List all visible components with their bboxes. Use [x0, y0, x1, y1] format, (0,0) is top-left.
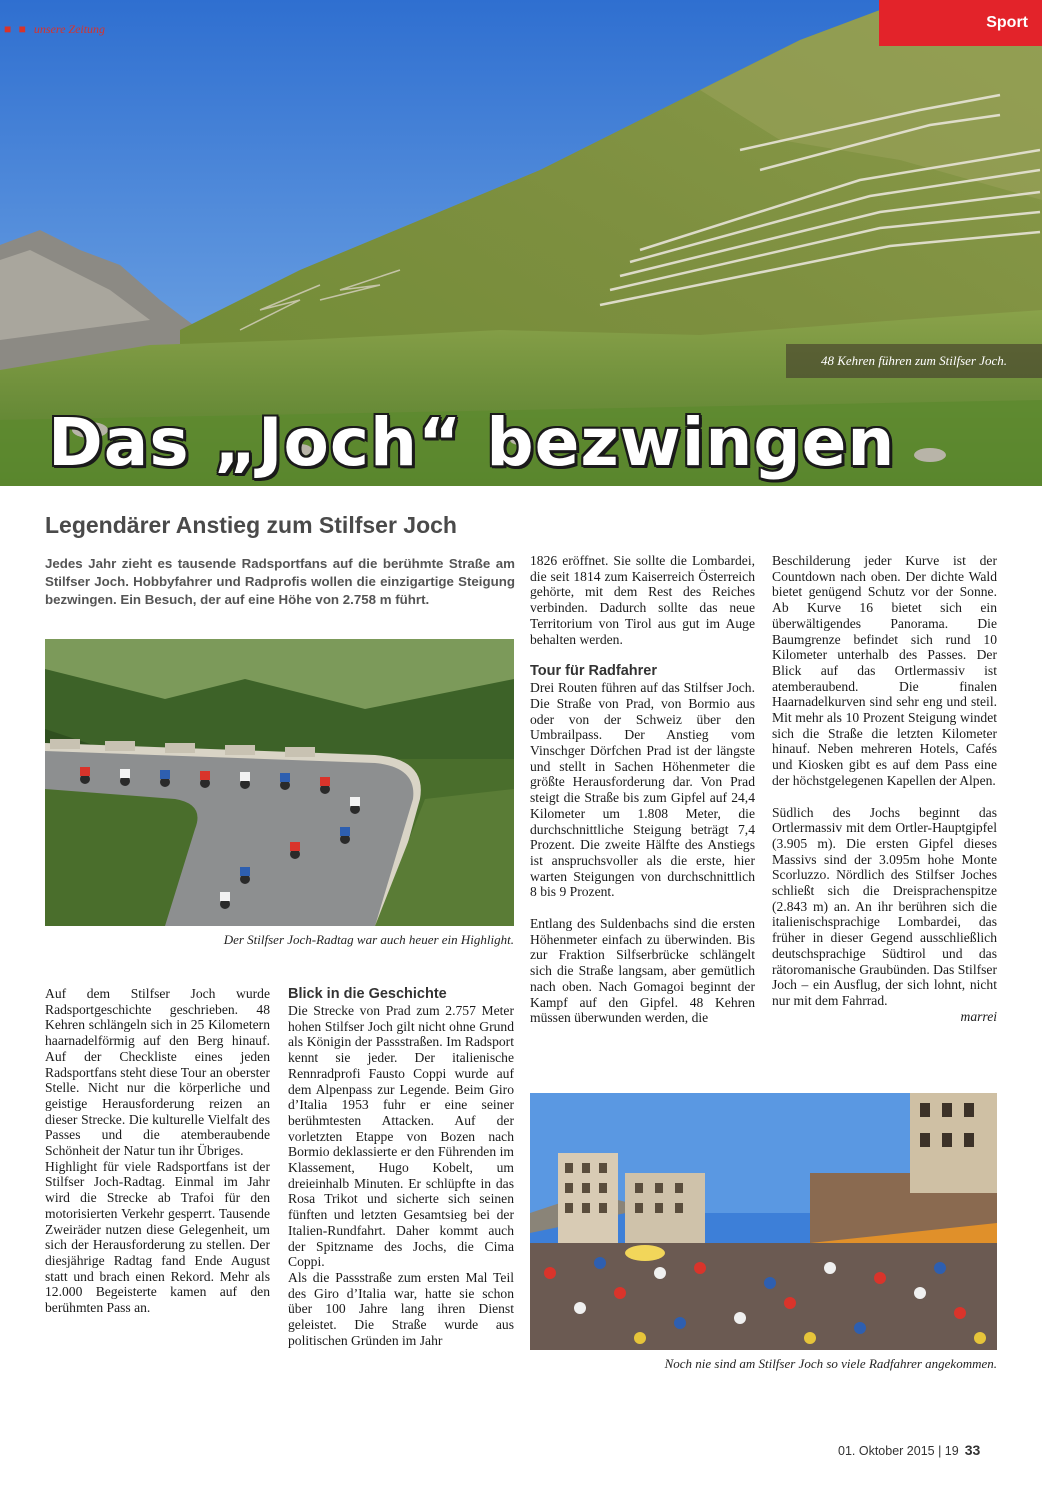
page-number: 33: [964, 1442, 981, 1458]
author-signature: marrei: [960, 1008, 997, 1024]
cyclists-photo: [45, 639, 514, 926]
issue-date: 01. Oktober 2015 | 19: [838, 1444, 959, 1458]
brand-name: unsere Zeitung: [33, 22, 106, 36]
col3-paragraph-2: Drei Routen führen auf das Stilfser Joch. Die Straße von Prad, von Bormio aus oder von der Schweiz über den Umbrailpass. Der Anstieg vom Vinschger Dörfchen Prad ist der längste und stellt in Sachen Höhenmeter die größte Herausforderung dar. Von Prad steigt die Straße bis zum Gipfel auf 24,4 Kilometer um 1.808 Meter, die durchschnittliche Steigung beträgt 7,4 Prozent. Die zweite Hälfte des Anstiegs ist anspruchsvoller als die erste, hier warten Steigungen von durchschnittlich 8 bis 9 Prozent.: [530, 680, 755, 900]
headline: Das „Joch“ bezwingen: [48, 404, 896, 481]
col3-heading: Tour für Radfahrer: [530, 663, 658, 680]
column-3: [530, 553, 755, 1026]
pass-crowd-photo: [530, 1093, 997, 1350]
col2-paragraph-1: Die Strecke von Prad zum 2.757 Meter hohen Stilfser Joch gilt nicht ohne Grund als Königin der Passstraßen. Im Radsport kennt sie jeder. Der italienische Rennradprofi Fausto Coppi wurde auf dem Alpenpass zur Legende. Beim Giro d’Italia 1953 fuhr er eine seiner berühmtesten Attacken. Auf der vorletzten Etappe von Bozen nach Bormio deklassierte er den Führenden im Klassement, Hugo Kobelt, um dreieinhalb Minuten. Er schlüpfte in das Rosa Trikot und sicherte sich seinen fünften und letzten Gesamtsieg bei der Italien-Rundfahrt. Daher kommt auch der Spitzname des Jochs, die Cima Coppi.: [288, 1003, 514, 1270]
col2-heading: Blick in die Geschichte: [288, 986, 447, 1002]
section-tab: Sport: [879, 0, 1042, 46]
page-footer: [838, 1442, 980, 1458]
column-2: [288, 986, 514, 1348]
column-1: [45, 986, 270, 1316]
col3-paragraph-1: 1826 eröffnet. Sie sollte die Lombardei, die seit 1814 zum Kaiserreich Österreich gehörte, mit dem Rest des Reiches verbinden. Dadurch sollte das neue Territorium von Tirol aus gut im Auge behalten werden.: [530, 553, 755, 647]
col4-paragraph-1: Beschilderung jeder Kurve ist der Countdown nach oben. Der dichte Wald bietet genügend Schutz vor der Sonne. Ab Kurve 16 bietet sich ein überwältigendes Panorama. Die Baumgrenze befindet sich rund 10 Kilometer unterhalb des Passes. Der Blick auf das Ortlermassiv ist atemberaubend. Die finalen Haarnadelkurven sind sehr eng und steil. Mit mehr als 10 Prozent Steigung windet sich die Straße die letzten Kilometer hinauf. Neben mehreren Hotels, Cafés und Kiosken gibt es auf dem Pass eine der höchstgelegenen Kapellen der Alpen.: [772, 553, 997, 788]
col4-paragraph-2: Südlich des Jochs beginnt das Ortlermassiv mit dem Ortler-Hauptgipfel (3.905 m). Die ersten Gipfel dieses Massivs sind der 3.095m hohe Monte Scorluzzo. Nördlich des Stilfser Joches schließt sich die Dreisprachenspitze (2.843 m) an. An ihr berühren sich die italienischsprachige Lombardei, das früher in dieser Gegend ausschließlich deutschsprachige Südtirol und das rätoromanische Graubünden. Das Stilfser Joch – ein Ausflug, der sich lohnt, nicht nur mit dem Fahrrad.: [772, 804, 997, 1008]
article-lead: Jedes Jahr zieht es tausende Radsportfans auf die berühmte Straße am Stilfser Joch. Hobbyfahrer und Radprofis wollen die einzigartige Steigung bezwingen. Ein Besuch, der auf eine Höhe von 2.758 m führt.: [45, 556, 515, 607]
column-4: [772, 553, 997, 1024]
publication-brand: [4, 22, 105, 37]
col3-paragraph-3: Entlang des Suldenbachs sind die ersten Höhenmeter einfach zu überwinden. Bis zur Fraktion Silfserbrücke schlängelt sich die Straße langsam, aber gemütlich nach oben. Nach Gomagoi beginnt der Kampf auf den Gipfel. 48 Kehren müssen überwunden werden, die: [530, 916, 755, 1026]
photo2-caption: Noch nie sind am Stilfser Joch so viele Radfahrer angekommen.: [664, 1356, 997, 1371]
article-subtitle: Legendärer Anstieg zum Stilfser Joch: [45, 512, 457, 538]
col1-paragraph-1: Auf dem Stilfser Joch wurde Radsportgeschichte geschrieben. 48 Kehren schlängeln sich in 25 Kilometern haarnadelförmig auf den Berg hinauf. Auf der Checkliste eines jeden Radsportfans steht diese Tour an oberster Stelle. Nicht nur die körperliche und geistige Herausforderung reizen an dieser Strecke. Die kulturelle Vielfalt des Passes und die atemberaubende Schönheit der Natur tun ihr Übriges.: [45, 986, 270, 1159]
col2-paragraph-2: Als die Passstraße zum ersten Mal Teil des Giro d’Italia war, hatte sie schon über 100 Jahre lang ihren Dienst geleistet. Die Straße wurde aus politischen Gründen im Jahr: [288, 1269, 514, 1348]
photo1-caption: Der Stilfser Joch-Radtag war auch heuer ein Highlight.: [223, 932, 514, 947]
col1-paragraph-2: Highlight für viele Radsportfans ist der Stilfser Joch-Radtag. Einmal im Jahr wird die Strecke ab Trafoi für den motorisierten Verkehr gesperrt. Tausende Zweiräder nutzen diese Gelegenheit, um sich der Herausforderung zu stellen. Der diesjährige Radtag fand Ende August statt und brach einen Rekord. Mehr als 12.000 Begeisterte kamen auf den berühmten Pass an.: [45, 1158, 270, 1316]
hero-caption: 48 Kehren führen zum Stilfser Joch.: [786, 344, 1042, 378]
brand-dots-icon: ■ ■: [4, 22, 28, 36]
